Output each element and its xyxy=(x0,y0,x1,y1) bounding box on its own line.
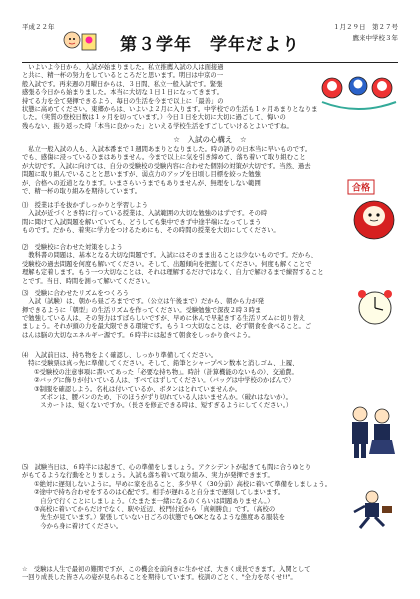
section-intro-line: が大切です。入試に向けては、自分の受験校の受験内容に合わせた個別の対策が大切です。当然、過去 xyxy=(22,162,311,170)
student-uniform-illustration xyxy=(340,404,400,462)
section-intro-line: 私立一般入試の人も、入試本番まで１週間あまりとなりました。時の語りの日本当に早いものです。 xyxy=(22,146,312,153)
intro-line: 感張る今日から始まりました。本当に大切な１日１日になってきます。 xyxy=(22,89,223,97)
item-line: ③高校に着いてからだけでなく、駅や近辺、校門付近から「真剣勝負」です。（高校の xyxy=(34,506,276,514)
item-line: 入試が近づくとき特に行っている授業は、入試範囲の大切な勉強のはずです。その時 xyxy=(22,210,268,218)
running-student-illustration xyxy=(342,488,398,532)
item-line: 揮できるように「朝型」の生活リズムを作ってください。受験勉強で深夜２時３時ま xyxy=(22,306,262,314)
item-line: ③制服を確認しよう。名札は付いているか、ボタンはとれていませんか。 xyxy=(34,385,242,393)
item-line: 受験校の過去問題を何度も解いてください。そして、出題傾向を把握してください。何度も解くことで xyxy=(22,260,312,268)
item-line: 教科書の問題は、基本となる大切な問題です。入試にはそのまま出ることは少ないものです。だから、 xyxy=(22,252,317,260)
item-line: ましょう。それが頭の力を最大限できる環境です。もう１つ大切なことは、必ず朝食を食べること。ご xyxy=(22,323,312,331)
item-line: ②バッグに飾りが付いている人は、すべてはずしてください。（バッグは中学校のかばんで） xyxy=(34,377,295,385)
badge-label: 合格 xyxy=(351,183,371,194)
closing-line: ☆ 受験は人生で最初の難関ですが、この機会を前向きに生かせば、大きく成長できます。入関として xyxy=(22,566,311,573)
item-line: ものです。だから、着実に学力をつけるためにも、その時間の授業を大切にしてください。 xyxy=(22,227,280,235)
item-line: 今から身に着けてください。 xyxy=(34,522,123,530)
item-line: ①絶対に遅刻しないように。早めに家を出ること、多少早く（30分前）高校に着いて準備をしましょう。 xyxy=(34,480,332,488)
guideline-item-1 xyxy=(22,202,340,236)
guideline-item-2 xyxy=(22,244,398,286)
item-line: 特に受験票は真っ先に準備してください。そして、鉛筆とシャープペン数本と消しゴム、上履、 xyxy=(22,360,299,368)
section-title: ☆ 入試の心構え ☆ xyxy=(173,135,247,144)
section-intro-line: で、精一杯の取り組みを期待しています。 xyxy=(22,188,142,196)
closing-message xyxy=(22,566,398,583)
section-intro xyxy=(22,146,398,196)
section-intro-line: 問題に取り組んでいることと思いますが、弱点力のアップを日頃し目標を絞った勉強 xyxy=(22,171,261,179)
item-heading: ⑶ 受験に合わせたリズムをつくろう xyxy=(22,290,129,297)
intro-line: した。（実質の登校日数は１ヶ月を切っています。）今日１日を大切に大切に過ごして、悔いの xyxy=(22,114,286,122)
item-line: がもてるような行動をとりましょう。入試も落ち着いて取り組み、実力が発揮できます。 xyxy=(22,472,274,480)
item-line: 理解も定着します。もう一つ大切なことは、それは理解するだけではなく、自力で解けるまで練習すること xyxy=(22,269,324,277)
item-heading: ⑵ 受験校に合わせた対策をしよう xyxy=(22,244,123,251)
item-line: 間に聞けて入試問題を解いていても、どうしても集中できず中途半端になってしまう xyxy=(22,218,262,226)
guideline-item-3 xyxy=(22,290,340,315)
guideline-item-4 xyxy=(22,352,398,411)
item-line: ズボンは、腰パンのため、下のほうがずり切れている人はいませんか。（破れはないか）。 xyxy=(34,394,292,402)
item-heading: ⑸ 試験当日は、６時半には起きて、心の準備をしましょう。アクシデントが起きても間に合うゆとり xyxy=(22,464,312,471)
item-line: はんは脳の大切なエネルギー源です。６時半には起きて朝食をしっかり食べよう。 xyxy=(22,331,255,339)
item-line: 先生が見ています。）緊張していない日ごろの状態でもOKとなるような態度ある服装を xyxy=(34,514,286,522)
intro-paragraph-cont xyxy=(22,106,398,131)
intro-line: 般入試です。再来週の月曜日からは、３日間、私立一般入試です。緊張 xyxy=(22,80,223,88)
item-line: スカートは、短くないですか。（長さを修正できる時は、短すぎるようにしてください。） xyxy=(34,402,293,410)
intro-line: 残らない、振り返った時「本当に良かった」といえる学校生活をすごしていけるとよいですね。 xyxy=(22,122,293,130)
intro-line: と共に、精一杯の努力をしているところだと思います。明日は中京の一 xyxy=(22,72,223,80)
issue-date: １月２９日 第２７号 xyxy=(333,23,398,31)
closing-line: 一回り成長した皆さんの姿が見られることを期待しています。校訓のごとく、"全力を尽くせ!!"。 xyxy=(22,574,297,582)
item-line: で勉強している人は、その努力はすばらしいですが、早めに休んで早起きする生活リズムに切り替え xyxy=(22,315,306,322)
intro-paragraph xyxy=(22,64,320,106)
intro-line: 持てる力を全て発揮できるよう、毎日の生活を今まで以上に「最善」の xyxy=(22,97,224,105)
school-name: 鷹来中学校３年 xyxy=(352,34,398,42)
header-year: 平成２２年 xyxy=(22,23,55,31)
intro-line: 状態に高めてください。東郷からは、いよいよ２月に入ります。中学校での生活も１ヶ月あまりとなりま xyxy=(22,106,318,113)
section-intro-line: でも、感傷に浸っているひまはありません。今まで以上に気を引き締めて、落ち着いて取り組むこと xyxy=(22,154,306,162)
item-line: 自分で行くことにしましょう。（たまたま一緒になるのくらいは問題ありません。） xyxy=(34,497,274,505)
item-line: 入試（試験）は、朝から昼ごろまでです。（公立は午後まで）だから、朝から力が発 xyxy=(22,298,264,306)
item-line: ②途中で持ち合わせをするのは心配です。相手が遅れると自分まで遅刻してしまいます。 xyxy=(34,489,285,497)
item-heading: ⑴ 授業は手を抜かずしっかりと学習しよう xyxy=(22,202,148,209)
header-divider xyxy=(22,62,398,63)
daruma-illustration xyxy=(344,176,400,242)
section-intro-line: が、合格への近道となります。いまさらいうまでもありませんが、無理をしない範囲 xyxy=(22,179,261,187)
page-title: 第３学年 学年だより xyxy=(120,35,300,55)
guideline-item-3-cont xyxy=(22,315,398,340)
intro-line: いよいよ今日から、入試が始まりました。私立推薦入試の人は面接過 xyxy=(22,64,224,71)
item-line: ①受験校の注意事項に書いてあった「必要な持ち物」。時計（計算機能のないもの）、交通費。 xyxy=(34,368,298,376)
item-heading: ⑷ 入試前日は、持ち物をよく確認し、しっかり準備してください。 xyxy=(22,352,218,359)
item-line: とです。当日、時間を測って解いてください。 xyxy=(22,277,154,285)
header-right xyxy=(333,22,398,44)
